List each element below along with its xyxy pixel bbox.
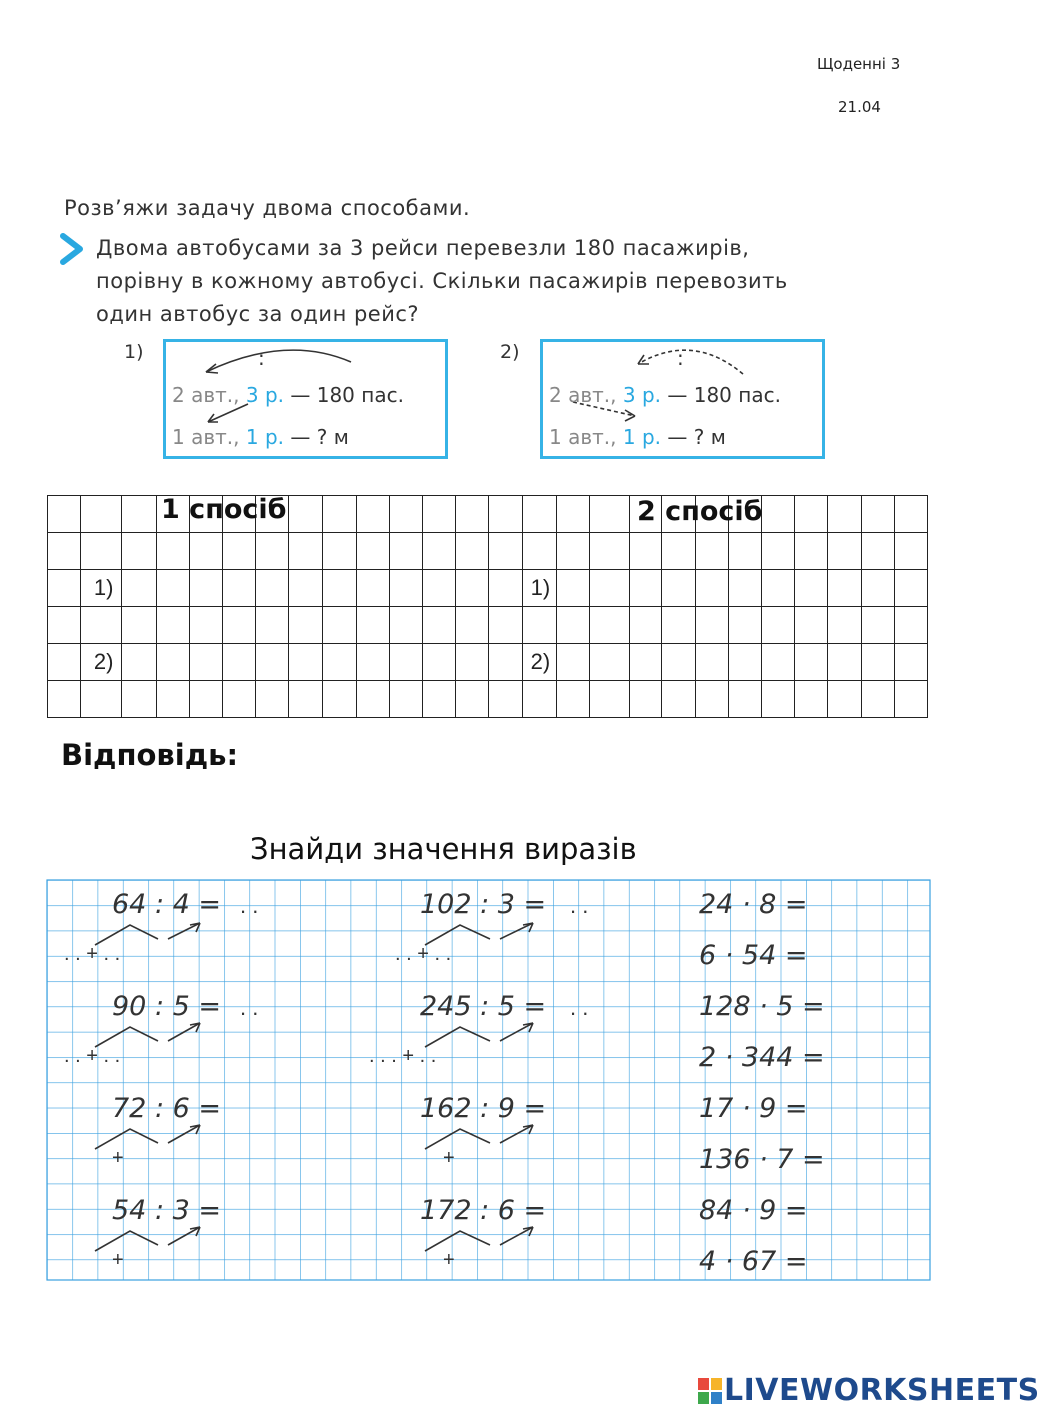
expressions-col-3 [695,887,925,1277]
liveworksheets-brand: LIVEWORKSHEETS [724,1373,1040,1408]
task-instruction: Розв’яжи задачу двома способами. [64,196,471,220]
expression: 24 · 8 = [699,889,808,920]
division-sign: : [677,346,684,370]
expression: 84 · 9 = [699,1195,808,1226]
step-label-2: 2) [81,644,122,681]
expression: 102 : 3 = [420,889,547,920]
grid-row [48,644,928,681]
step-label-2: 2) [522,644,557,681]
expressions-col-2 [365,887,635,1272]
division-sign: : [258,346,265,370]
input-cell[interactable] [557,644,590,681]
answer-input[interactable] [240,752,920,782]
grid-row [48,607,928,644]
method-2-label: 2 спосіб [637,496,763,527]
answer-label: Відповідь: [61,738,239,772]
scheme-box-1 [163,339,448,459]
condition-line: один автобус за один рейс? [96,302,420,326]
subexpression[interactable]: + [443,1147,455,1169]
answer-grid [47,495,928,718]
grid-row [48,570,928,607]
box2-label: 2) [500,341,520,363]
answer-dots[interactable]: . . [570,893,589,918]
step-label-1: 1) [81,570,122,607]
condition-line: Двома автобусами за 3 рейси перевезли 180 пасажирів, [96,236,750,260]
scheme-row-2: 1 авт., 1 р. — ? м [172,425,349,449]
expressions-col-1 [50,887,310,1272]
expression: 72 : 6 = [112,1093,222,1124]
scheme-row-1: 2 авт., 3 р. — 180 пас. [549,383,781,407]
input-cell[interactable] [122,644,156,681]
expression: 4 · 67 = [699,1246,808,1277]
expression: 245 : 5 = [420,991,547,1022]
expression: 172 : 6 = [420,1195,547,1226]
answer-dots[interactable]: . . [240,893,259,918]
subexpression[interactable]: + [112,1147,124,1169]
expression: 136 · 7 = [699,1144,825,1175]
input-cell[interactable] [557,570,590,607]
subject-label: Щоденні 3 [817,55,901,73]
step-label-1: 1) [522,570,557,607]
subexpression[interactable]: + [112,1249,124,1271]
expression: 54 : 3 = [112,1195,222,1226]
grid-row [48,533,928,570]
expression: 162 : 9 = [420,1093,547,1124]
answer-dots[interactable]: . . [240,995,259,1020]
subexpression[interactable]: . . . + . . [369,1045,437,1067]
liveworksheets-logo-icon [698,1378,722,1404]
scheme-row-2: 1 авт., 1 р. — ? м [549,425,726,449]
expression: 17 · 9 = [699,1093,808,1124]
scheme-box-2 [540,339,825,459]
task-condition [96,232,788,331]
subexpression[interactable]: . . + . . [64,943,121,965]
subexpression[interactable]: + [443,1249,455,1271]
subexpression[interactable]: . . + . . [64,1045,121,1067]
expression: 6 · 54 = [699,940,808,971]
box1-label: 1) [124,341,144,363]
expression: 128 · 5 = [699,991,825,1022]
input-cell[interactable] [122,570,156,607]
scheme-row-1: 2 авт., 3 р. — 180 пас. [172,383,404,407]
subexpression[interactable]: . . + . . [395,943,452,965]
expression: 90 : 5 = [112,991,222,1022]
expression: 2 · 344 = [699,1042,825,1073]
grid-row [48,681,928,718]
condition-line: порівну в кожному автобусі. Скільки пасажирів перевозить [96,269,788,293]
method-1-label: 1 спосіб [161,494,287,525]
date-label: 21.04 [838,98,881,116]
chevron-right-icon [60,234,84,264]
answer-dots[interactable]: . . [570,995,589,1020]
task2-title: Знайди значення виразів [250,832,637,866]
expression: 64 : 4 = [112,889,222,920]
